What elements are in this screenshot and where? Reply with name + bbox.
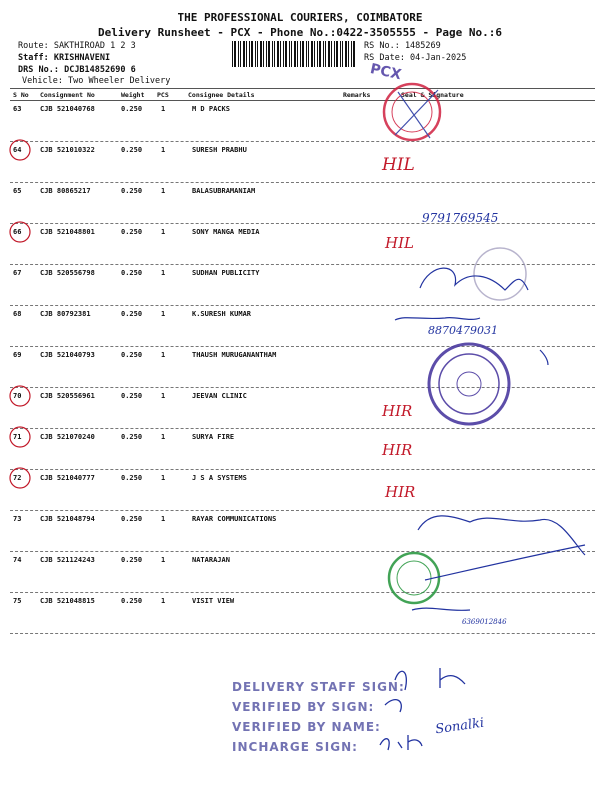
row-weight: 0.250 [121, 269, 143, 277]
barcode-bar [280, 41, 281, 67]
barcode-bar [351, 41, 352, 67]
barcode-bar [260, 41, 262, 67]
row-sno: 68 [13, 310, 22, 318]
hw-72: HIR [385, 483, 416, 501]
row-divider [10, 551, 595, 552]
row-weight: 0.250 [121, 556, 143, 564]
row-sno: 64 [13, 146, 22, 154]
row-consignee: NATARAJAN [192, 556, 230, 564]
row-weight: 0.250 [121, 187, 143, 195]
row-pcs: 1 [161, 515, 166, 523]
row-consignee: SURESH PRABHU [192, 146, 247, 154]
barcode [232, 41, 356, 67]
staff-value: KRISHNAVENI [53, 53, 111, 63]
row-weight: 0.250 [121, 433, 143, 441]
barcode-bar [328, 41, 330, 67]
col-consignee: Consignee Details [188, 91, 255, 99]
col-consignment: Consignment No [40, 91, 95, 99]
row-consignee: JEEVAN CLINIC [192, 392, 247, 400]
pcx-stamp [369, 61, 403, 83]
row-sno: 72 [13, 474, 22, 482]
row-pcs: 1 [161, 269, 166, 277]
row-pcs: 1 [161, 433, 166, 441]
barcode-bar [274, 41, 275, 67]
barcode-bar [266, 41, 267, 67]
row-weight: 0.250 [121, 351, 143, 359]
row-divider [10, 305, 595, 306]
staff-label: Staff: [18, 53, 49, 63]
col-sno: S No [13, 91, 29, 99]
barcode-bar [289, 41, 290, 67]
row-consignment-no: CJB 521124243 [40, 556, 95, 564]
surveyor-seal-green [389, 553, 439, 603]
row-divider [10, 264, 595, 265]
row-sno: 69 [13, 351, 22, 359]
row-pcs: 1 [161, 310, 166, 318]
row-sno: 74 [13, 556, 22, 564]
barcode-bar [334, 41, 335, 67]
route: Route: SAKTHIROAD 1 2 3 [18, 41, 136, 51]
table-top-rule [10, 88, 595, 89]
row-pcs: 1 [161, 351, 166, 359]
row-weight: 0.250 [121, 474, 143, 482]
row-pcs: 1 [161, 474, 166, 482]
barcode-bar [353, 41, 355, 67]
barcode-bar [319, 41, 321, 67]
barcode-bar [300, 41, 301, 67]
barcode-bar [255, 41, 256, 67]
hw-71: HIR [382, 441, 413, 459]
row-pcs: 1 [161, 392, 166, 400]
row-divider [10, 141, 595, 142]
hw-64: HIL [382, 155, 415, 175]
row-consignment-no: CJB 520556798 [40, 269, 95, 277]
barcode-bar [294, 41, 296, 67]
table-header-rule [10, 100, 595, 101]
barcode-bar [340, 41, 341, 67]
barcode-bar [232, 41, 233, 67]
row-pcs: 1 [161, 556, 166, 564]
footer-name-written: Sonalki [434, 715, 486, 738]
row-consignee: VISIT VIEW [192, 597, 235, 605]
row-consignee: K.SURESH KUMAR [192, 310, 252, 318]
barcode-bar [268, 41, 270, 67]
row-consignment-no: CJB 521040768 [40, 105, 95, 113]
row-consignee: SUDHAN PUBLICITY [192, 269, 260, 277]
row-weight: 0.250 [121, 515, 143, 523]
col-remarks: Remarks [343, 91, 371, 99]
barcode-bar [238, 41, 239, 67]
row-consignee: BALASUBRAMANIAM [192, 187, 256, 195]
hw-68: 8870479031 [428, 324, 498, 337]
barcode-bar [348, 41, 349, 67]
row-divider [10, 592, 595, 593]
hw-65: 9791769545 [422, 211, 499, 225]
row-consignee: J S A SYSTEMS [192, 474, 247, 482]
row-pcs: 1 [161, 105, 166, 113]
barcode-bar [311, 41, 313, 67]
row-pcs: 1 [161, 187, 166, 195]
row-consignment-no: CJB 521070240 [40, 433, 95, 441]
row-sno: 75 [13, 597, 22, 605]
rs-number: RS No.: 1485269 [364, 41, 441, 51]
row-consignment-no: CJB 521040793 [40, 351, 95, 359]
barcode-bar [243, 41, 245, 67]
row-consignment-no: CJB 520556961 [40, 392, 95, 400]
barcode-bar [302, 41, 304, 67]
row-sno: 63 [13, 105, 22, 113]
barcode-bar [308, 41, 309, 67]
row-sno: 71 [13, 433, 22, 441]
row-weight: 0.250 [121, 105, 143, 113]
row-consignee: M D PACKS [192, 105, 230, 113]
barcode-bar [272, 41, 273, 67]
drs-label: DRS No.: [18, 65, 59, 75]
barcode-bar [317, 41, 318, 67]
row-sno: 66 [13, 228, 22, 236]
footer-verified-name: VERIFIED BY NAME: [232, 720, 381, 734]
row-consignment-no: CJB 80865217 [40, 187, 91, 195]
row-weight: 0.250 [121, 310, 143, 318]
col-seal-signature: Seal & Signature [401, 91, 464, 99]
bank-seal-purple [429, 344, 509, 424]
barcode-bar [251, 41, 253, 67]
barcode-bar [285, 41, 287, 67]
footer-delivery-sign: DELIVERY STAFF SIGN: [232, 680, 405, 694]
drs-number [18, 65, 136, 75]
runsheet-title: Delivery Runsheet - PCX - Phone No.:0422-3505555 - Page No.:6 [98, 26, 502, 39]
col-weight: Weight [121, 91, 145, 99]
barcode-bar [297, 41, 298, 67]
barcode-bar [263, 41, 264, 67]
row-consignment-no: CJB 521048815 [40, 597, 95, 605]
staff [18, 53, 110, 63]
row-consignment-no: CJB 521048794 [40, 515, 95, 523]
barcode-bar [234, 41, 236, 67]
barcode-bar [314, 41, 315, 67]
row-consignment-no: CJB 521010322 [40, 146, 95, 154]
barcode-bar [342, 41, 343, 67]
row-divider [10, 346, 595, 347]
hw-75: 6369012846 [462, 618, 507, 626]
barcode-bar [306, 41, 307, 67]
barcode-bar [291, 41, 292, 67]
barcode-bar [283, 41, 284, 67]
row-sno: 73 [13, 515, 22, 523]
row-sno: 70 [13, 392, 22, 400]
row-divider [10, 469, 595, 470]
row-consignee: SURYA FIRE [192, 433, 235, 441]
barcode-bar [325, 41, 326, 67]
barcode-bar [240, 41, 241, 67]
row-consignee: THAUSH MURUGANANTHAM [192, 351, 277, 359]
row-consignee: SONY MANGA MEDIA [192, 228, 260, 236]
publicity-seal [474, 248, 526, 300]
barcode-bar [277, 41, 279, 67]
col-pcs: PCS [157, 91, 169, 99]
row-consignment-no: CJB 521048801 [40, 228, 95, 236]
row-divider [10, 510, 595, 511]
barcode-bar [336, 41, 338, 67]
barcode-bar [331, 41, 332, 67]
company-title: THE PROFESSIONAL COURIERS, COIMBATORE [177, 11, 423, 24]
row-divider [10, 182, 595, 183]
row-sno: 65 [13, 187, 22, 195]
footer-verified-sign: VERIFIED BY SIGN: [232, 700, 375, 714]
svg-text:PCX: PCX [368, 61, 403, 84]
row-weight: 0.250 [121, 392, 143, 400]
row-weight: 0.250 [121, 146, 143, 154]
vehicle: Vehicle: Two Wheeler Delivery [22, 76, 171, 86]
row-divider [10, 387, 595, 388]
barcode-bar [257, 41, 258, 67]
barcode-bar [323, 41, 324, 67]
row-consignee: RAYAR COMMUNICATIONS [192, 515, 277, 523]
row-pcs: 1 [161, 146, 166, 154]
signature-strokes [395, 268, 585, 610]
row-divider [10, 633, 595, 634]
barcode-bar [246, 41, 247, 67]
hw-66: HIL [385, 234, 414, 252]
row-consignment-no: CJB 80792381 [40, 310, 91, 318]
row-pcs: 1 [161, 597, 166, 605]
row-sno: 67 [13, 269, 22, 277]
row-pcs: 1 [161, 228, 166, 236]
barcode-bar [345, 41, 347, 67]
footer-incharge-sign: INCHARGE SIGN: [232, 740, 358, 754]
row-divider [10, 223, 595, 224]
rs-date: RS Date: 04-Jan-2025 [364, 53, 467, 63]
drs-value: DCJB14852690 6 [64, 65, 136, 75]
barcode-bar [249, 41, 250, 67]
row-weight: 0.250 [121, 597, 143, 605]
row-consignment-no: CJB 521040777 [40, 474, 95, 482]
hw-70: HIR [382, 402, 413, 420]
row-weight: 0.250 [121, 228, 143, 236]
row-divider [10, 428, 595, 429]
